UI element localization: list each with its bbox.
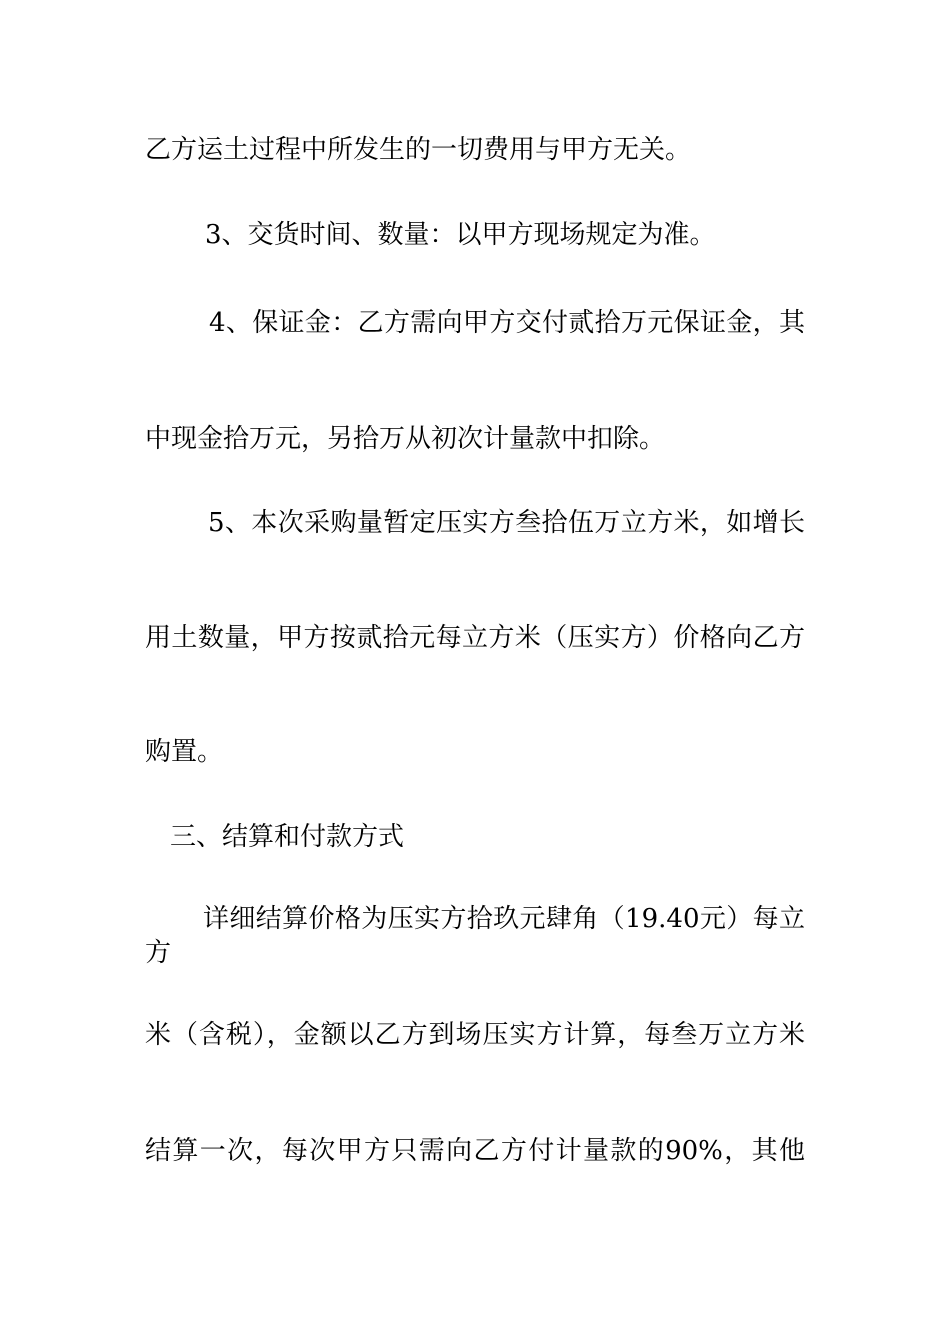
paragraph-line: 5、本次采购量暂定压实方叁拾伍万立方米，如增长 bbox=[208, 508, 805, 538]
paragraph-line: 4、保证金：乙方需向甲方交付贰拾万元保证金，其 bbox=[209, 308, 805, 338]
paragraph-line: 用土数量，甲方按贰拾元每立方米（压实方）价格向乙方 bbox=[145, 623, 805, 653]
paragraph-line: 详细结算价格为压实方拾玖元肆角（19.40元）每立方 bbox=[145, 904, 805, 968]
paragraph-line: 结算一次，每次甲方只需向乙方付计量款的90%，其他 bbox=[145, 1136, 805, 1166]
paragraph-line: 中现金拾万元，另拾万从初次计量款中扣除。 bbox=[145, 424, 666, 454]
paragraph-line: 乙方运土过程中所发生的一切费用与甲方无关。 bbox=[145, 135, 692, 165]
paragraph-line: 3、交货时间、数量：以甲方现场规定为准。 bbox=[205, 220, 716, 250]
paragraph-line: 购置。 bbox=[145, 737, 224, 767]
section-heading: 三、结算和付款方式 bbox=[170, 822, 405, 852]
paragraph-line: 米（含税），金额以乙方到场压实方计算，每叁万立方米 bbox=[145, 1020, 805, 1050]
